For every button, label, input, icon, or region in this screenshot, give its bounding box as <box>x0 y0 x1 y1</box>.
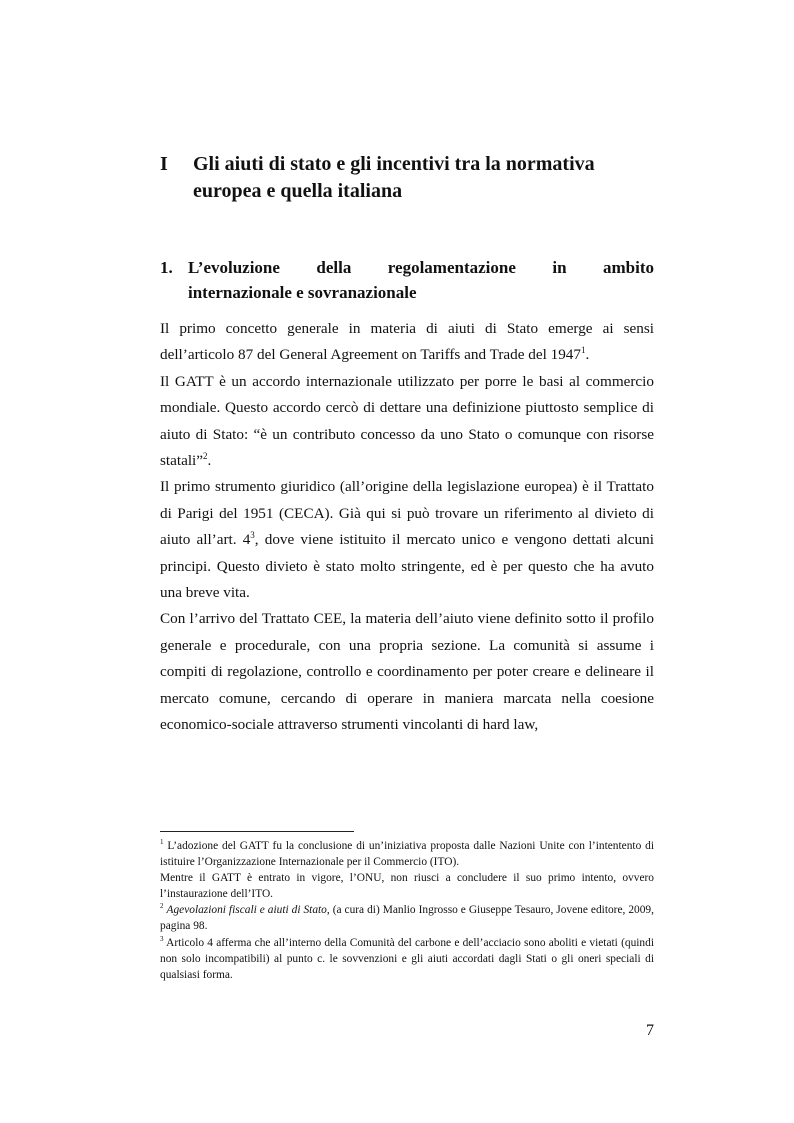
page-number: 7 <box>646 1022 654 1039</box>
footnote-separator <box>160 831 354 832</box>
section-title-line-1: L’evoluzione della regolamentazione in ambito <box>188 258 654 277</box>
chapter-title: Gli aiuti di stato e gli incentivi tra la normativa europea e quella italiana <box>193 153 595 202</box>
footnote-3: $^3$ Articolo 4 afferma che all’interno della Comunità del carbone e dell’acciacio sono aboliti e vietati (quindi non solo incompatibili) al punto c. le sovvenzioni e gli aiuti accordati dagli Stati o gli oneri speciali di qualsiasi forma. <box>160 934 654 981</box>
section-number: 1. <box>160 258 173 277</box>
paragraph-3: Il primo strumento giuridico (all’origine della legislazione europea) è il Trattato di Parigi del 1951 (CECA). Già qui si può trovare un riferimento al divieto di aiuto all’art. $4^3$, dove viene istituito il mercato unico e vengono dettati alcuni principi. Questo divieto è stato molto stringente, ed è per questo che ha avuto una breve vita. <box>160 478 654 602</box>
footnote-1-continued: Mentre il GATT è entrato in vigore, l’ONU, non riusci a concludere il suo primo intento, ovvero l’instaurazione dell’ITO. <box>160 872 654 901</box>
section-heading <box>160 255 654 305</box>
section-title-line-2: internazionale e sovranazionale <box>188 283 417 302</box>
paragraph-1: Il primo concetto generale in materia di aiuti di Stato emerge ai sensi dell’articolo 87 del General Agreement on Tariffs and Trade del 1947$^1$. <box>160 320 654 364</box>
footnotes <box>160 838 654 983</box>
footnote-2-book-title: Agevolazioni fiscali e aiuti di Stato <box>166 904 327 917</box>
footnote-ref-2[interactable]: 2 <box>203 450 208 461</box>
body-text <box>160 316 654 739</box>
footnote-1: $^1$ L’adozione del GATT fu la conclusione di un’iniziativa proposta dalle Nazioni Unite con l’intentento di istituire l’Organizzazione Internazionale per il Commercio (ITO). <box>160 838 654 869</box>
chapter-number: I <box>160 153 168 175</box>
footnote-2: $^2$ Agevolazioni fiscali e aiuti di Stato, (a cura di) Manlio Ingrosso e Giuseppe Tesauro, Jovene editore, 2009, pagina 98. <box>160 902 654 933</box>
section-title <box>188 255 654 305</box>
footnote-ref-3[interactable]: 3 <box>250 530 255 541</box>
chapter-heading <box>160 151 660 205</box>
paragraph-2: Il GATT è un accordo internazionale utilizzato per porre le basi al commercio mondiale. Questo accordo cercò di dettare una definizione piuttosto semplice di aiuto di Stato: “è un contributo concesso da uno Stato o comunque con risorse statali”$^2$. <box>160 372 654 470</box>
paragraph-4: Con l’arrivo del Trattato CEE, la materia dell’aiuto viene definito sotto il profilo generale e procedurale, con una propria sezione. La comunità si assume i compiti di regolazione, controllo e coordinamento per poter creare e delineare il mercato comune, cercando di operare in maniera marcata nella coesione economico-sociale attraverso strumenti vincolanti di hard law, <box>160 610 654 734</box>
footnote-ref-1[interactable]: 1 <box>580 345 586 356</box>
